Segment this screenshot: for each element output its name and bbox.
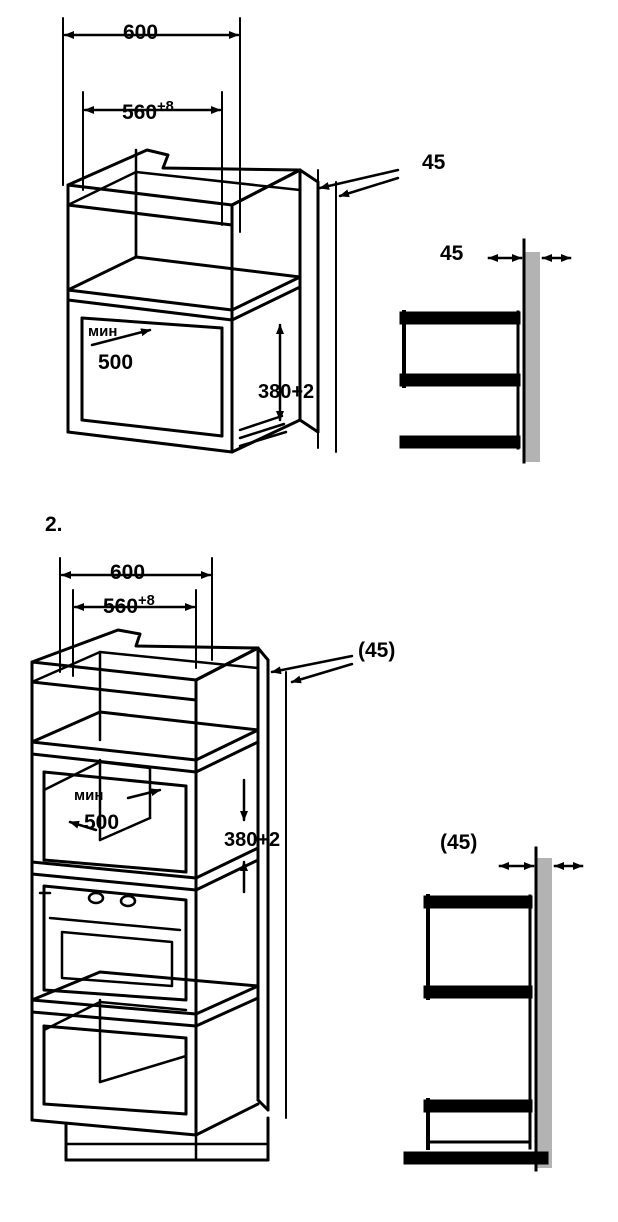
section-2-isometric: [32, 558, 352, 1160]
section-1-side-view: [400, 240, 570, 462]
s2-depth-top-label: (45): [358, 639, 396, 662]
section-1-isometric: [63, 18, 398, 452]
s1-width-inner-label: $560^{+8}$: [122, 99, 174, 124]
s2-height-opening-label: 380+2: [224, 829, 281, 851]
s2-min-word-label: мин: [74, 787, 104, 804]
s1-min-value-label: 500: [98, 351, 134, 374]
s1-depth-top-label: 45: [422, 151, 446, 174]
s2-depth-side-label: (45): [440, 831, 478, 854]
section-2-number: 2.: [45, 513, 63, 536]
s2-width-inner-label: $560^{+8}$: [103, 593, 155, 618]
s1-depth-side-label: 45: [440, 242, 464, 265]
s1-height-opening-label: 380+2: [258, 381, 315, 403]
s2-min-value-label: 500: [84, 811, 120, 834]
s2-width-outer-label: 600: [110, 561, 146, 584]
s1-min-word-label: мин: [88, 323, 118, 340]
s1-width-outer-label: 600: [123, 21, 159, 44]
section-2-side-view: [404, 848, 582, 1170]
